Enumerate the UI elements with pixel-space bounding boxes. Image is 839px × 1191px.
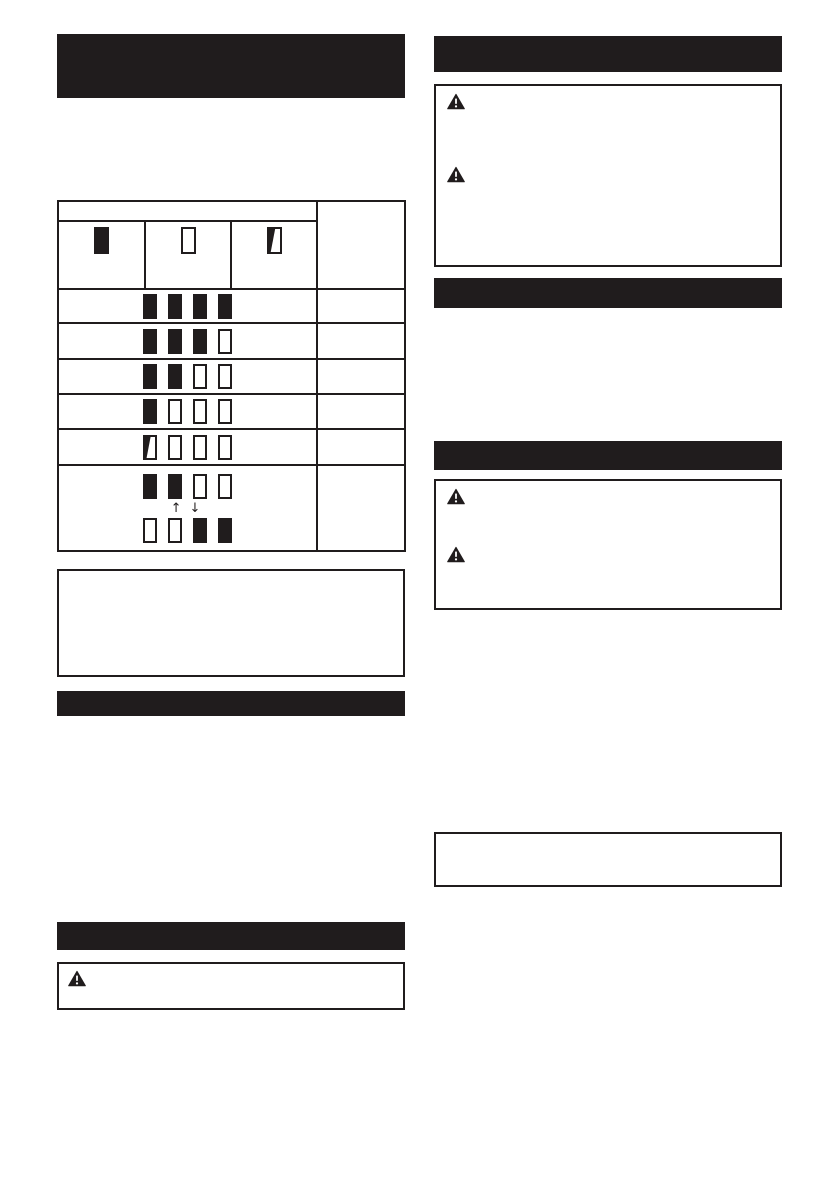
battery-segment-off-icon [193,399,207,424]
table-header-cell [58,201,317,221]
section-header-bar-left-bottom [57,922,405,950]
section-header-bar-left-top [57,34,405,98]
capacity-cell [317,429,405,465]
battery-segment-on-icon [218,518,232,543]
lamp-row-4-lit [58,289,317,323]
lamp-line [59,364,316,389]
battery-segment-on-icon [193,294,207,319]
lamp-line [143,518,232,543]
arrow-up-icon: ↑ [170,500,182,516]
battery-segment-half-icon [267,227,282,254]
lamp-line [59,294,316,319]
lamp-row-alternating [58,465,317,551]
lamp-line [59,399,316,424]
warning-triangle-icon [68,970,86,987]
legend-cell-lamp-off [145,221,231,289]
battery-segment-on-icon [143,399,157,424]
battery-segment-off-icon [193,435,207,460]
section-header-bar-right-top [434,36,782,72]
battery-indicator-table [57,200,406,552]
battery-segment-on-icon [193,329,207,354]
lamp-line [59,435,316,460]
battery-segment-on-icon [143,329,157,354]
legend-cell-lamp-blinking [231,221,317,289]
section-header-bar-right-middle [434,278,782,308]
capacity-cell [317,359,405,394]
warning-box-left [57,962,405,1010]
battery-segment-off-icon [218,329,232,354]
alternating-lamp-states [59,466,316,550]
battery-segment-half-icon [143,435,157,460]
capacity-cell [317,323,405,359]
battery-segment-off-icon [181,227,196,254]
battery-segment-on-icon [218,294,232,319]
battery-segment-off-icon [193,364,207,389]
lamp-row-3-lit [58,323,317,359]
capacity-cell [317,394,405,429]
battery-segment-on-icon [143,474,157,499]
battery-segment-off-icon [168,399,182,424]
lamp-row-blinking [58,429,317,465]
battery-segment-on-icon [168,329,182,354]
battery-segment-on-icon [143,294,157,319]
capacity-cell [317,465,405,551]
lamp-row-1-lit [58,394,317,429]
arrow-down-icon: ↓ [189,500,201,516]
battery-segment-on-icon [193,518,207,543]
warning-box-right-lower [434,479,782,610]
battery-segment-off-icon [218,474,232,499]
section-header-bar-right-lower [434,441,782,470]
warning-box-right-top [434,84,782,267]
lamp-row-2-lit [58,359,317,394]
capacity-cell [317,289,405,323]
battery-segment-off-icon [143,518,157,543]
table-capacity-header-cell [317,201,405,289]
warning-triangle-icon [447,546,465,563]
battery-segment-off-icon [218,435,232,460]
battery-segment-on-icon [94,227,109,254]
note-box-right [434,832,782,887]
battery-segment-off-icon [168,518,182,543]
alternation-arrows [171,502,201,515]
warning-triangle-icon [447,488,465,505]
battery-segment-off-icon [193,474,207,499]
battery-segment-on-icon [143,364,157,389]
lamp-line [59,329,316,354]
warning-triangle-icon [447,166,465,183]
battery-segment-off-icon [218,399,232,424]
battery-segment-off-icon [168,435,182,460]
lamp-line [143,474,232,499]
note-box [57,569,405,677]
battery-segment-on-icon [168,294,182,319]
section-header-bar-left-middle [57,691,405,716]
warning-triangle-icon [447,93,465,110]
battery-segment-on-icon [168,474,182,499]
battery-segment-on-icon [168,364,182,389]
battery-segment-off-icon [218,364,232,389]
legend-cell-lamp-on [58,221,145,289]
